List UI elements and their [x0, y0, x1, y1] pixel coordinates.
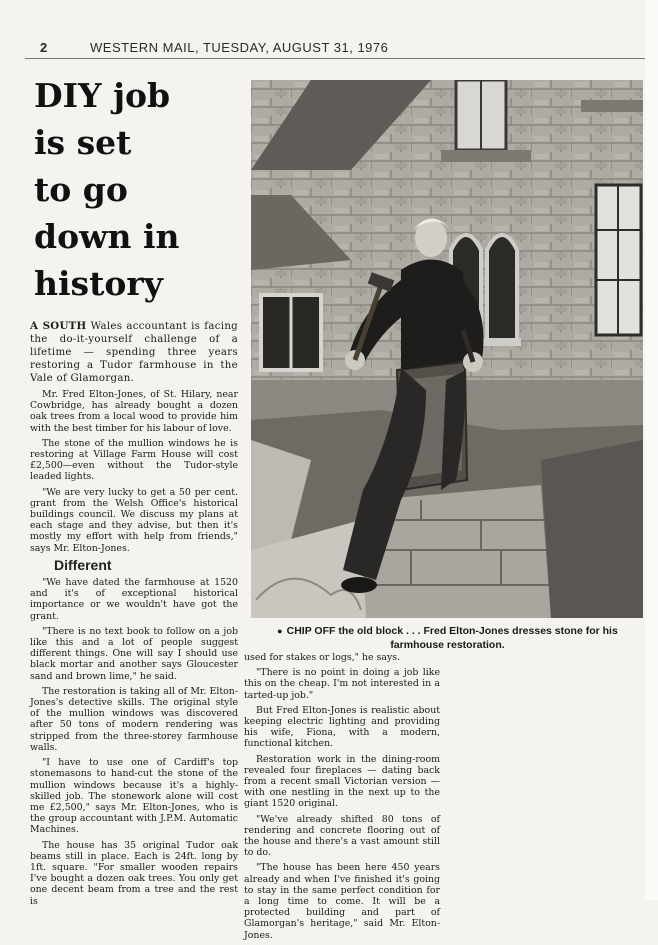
headline-line: DIY job [34, 76, 171, 115]
header-rule [25, 58, 645, 59]
article-paragraph: "We have dated the farmhouse at 1520 and it's of exceptional historical importance or we wouldn't have got the grant. [30, 577, 238, 622]
farmhouse-photo [251, 80, 643, 618]
article-paragraph: "I have to use one of Cardiff's top stonemasons to hand-cut the stone of the mullion windows because it's a highly-skilled job. The stonework alone will cost me £2,500," says Mr. Elton-Jones, who is the group accountant with J.P.M. Automatic Machines. [30, 757, 238, 836]
article-column-right [244, 652, 440, 945]
headline-line: history [34, 264, 163, 303]
headline [34, 72, 244, 307]
masthead: WESTERN MAIL, TUESDAY, AUGUST 31, 1976 [90, 40, 389, 55]
article-paragraph: Mr. Fred Elton-Jones, of St. Hilary, near Cowbridge, has already bought a dozen oak trees from a local wood to provide him with the best timber for his labour of love. [30, 389, 238, 434]
headline-line: is set [34, 123, 132, 162]
news-photo [251, 80, 643, 618]
page-edge [645, 0, 658, 900]
photo-caption [250, 624, 645, 652]
lead-paragraph [30, 320, 238, 385]
article-column-left [30, 320, 238, 911]
article-paragraph: "We've already shifted 80 tons of rendering and concrete flooring out of the house and there's a vast amount still to do. [244, 813, 440, 859]
article-paragraph: The restoration is taking all of Mr. Elton-Jones's detective skills. The original style of the mullion windows was discovered after 50 tons of modern rendering was stripped from the three-storey farmhouse walls. [30, 685, 238, 753]
article-paragraph: "There is no text book to follow on a job like this and a lot of people suggest different things. One will say I should use black mortar and another says Gloucester sand and brown lime," he said. [30, 625, 238, 682]
article-paragraph: "We are very lucky to get a 50 per cent. grant from the Welsh Office's historical buildings council. We discuss my plans at each stage and they advise, but then it's mostly my effort with help from friends," says Mr. Elton-Jones. [30, 486, 238, 554]
article-paragraph: The house has 35 original Tudor oak beams still in place. Each is 24ft. long by 1ft. square. "For smaller wooden repairs I've bought a dozen oak trees. You only get one decent beam from a tree and the rest is [30, 839, 238, 907]
article-paragraph: The stone of the mullion windows he is restoring at Village Farm House will cost £2,500—even without the Tudor-style leaded lights. [30, 437, 238, 483]
page-number: 2 [40, 40, 48, 55]
article-paragraph: "There is no point in doing a job like this on the cheap. I'm not interested in a tarted-up job." [244, 667, 440, 701]
article-paragraph: But Fred Elton-Jones is realistic about keeping electric lighting and providing his wife, Fiona, with a modern, functional kitchen. [244, 704, 440, 750]
headline-line: to go [34, 170, 128, 209]
lead-text: Wales accountant is facing the do-it-yourself challenge of a lifetime — spending three years restoring a Tudor farmhouse in the Vale of Glamorgan. [30, 321, 238, 384]
lead-caps: A SOUTH [30, 320, 87, 332]
headline-line: down in [34, 217, 180, 256]
subheading: Different [54, 556, 112, 573]
article-paragraph: "The house has been here 450 years already and when I've finished it's going to stay in the same perfect condition for a long time to come. It will be a protected building and part of Glamorgan's heritage," said Mr. Elton-Jones. [244, 862, 440, 941]
bullet-icon: ● [277, 626, 283, 636]
article-paragraph: Restoration work in the dining-room revealed four fireplaces — dating back from a recent small Victorian version — with one nestling in the next up to the giant 1520 original. [244, 753, 440, 810]
article-paragraph: used for stakes or logs," he says. [244, 652, 401, 663]
caption-text: CHIP OFF the old block . . . Fred Elton-Jones dresses stone for his farmhouse restoration. [286, 625, 618, 651]
